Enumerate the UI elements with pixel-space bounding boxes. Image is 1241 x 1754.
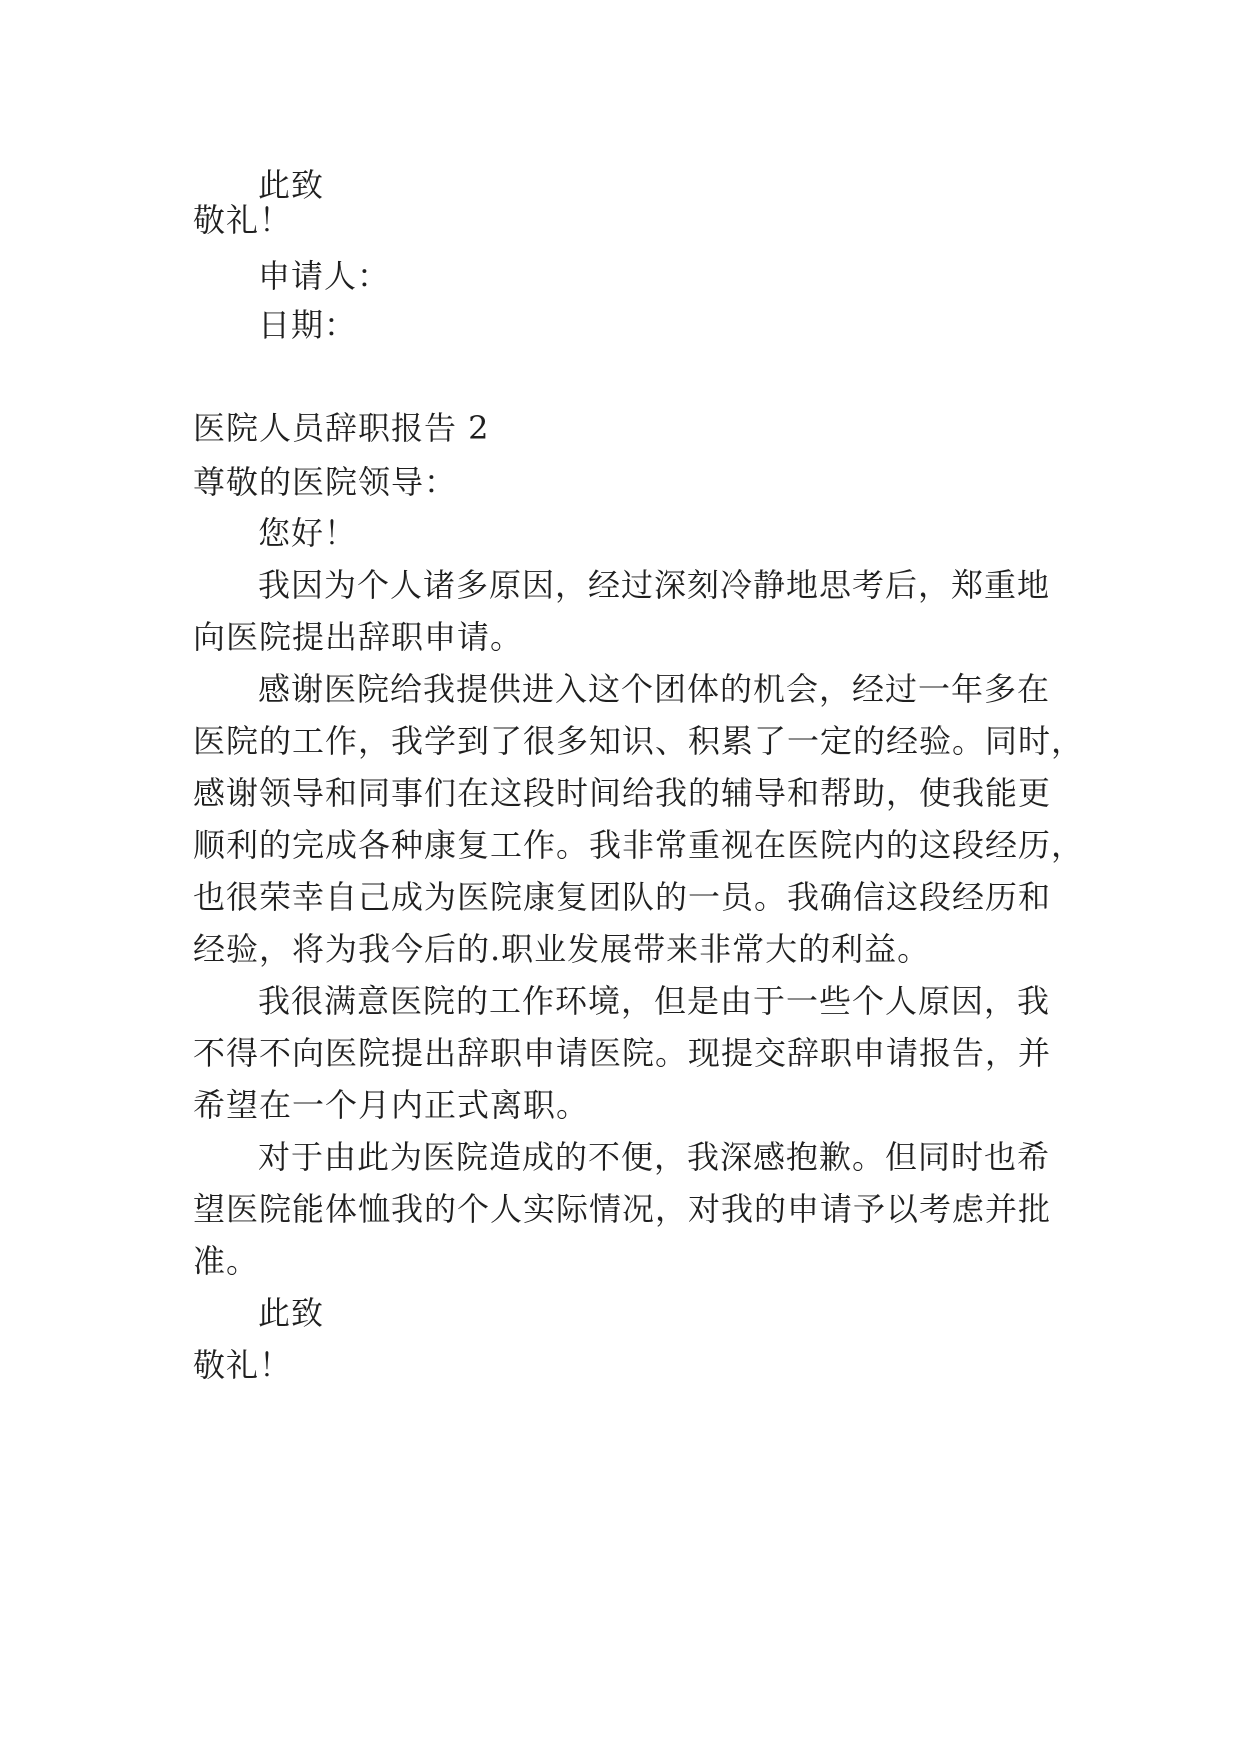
date-label: 日期：: [258, 306, 358, 344]
document-title: 医院人员辞职报告 2: [193, 409, 490, 447]
body-line: 也很荣幸自己成为医院康复团队的一员。我确信这段经历和: [193, 878, 1052, 916]
body-line: 望医院能体恤我的个人实际情况，对我的申请予以考虑并批: [193, 1190, 1052, 1228]
closing-salutation-2: 此致: [258, 1294, 325, 1332]
body-line: 顺利的完成各种康复工作。我非常重视在医院内的这段经历，: [193, 826, 1085, 864]
body-line: 我很满意医院的工作环境，但是由于一些个人原因，我: [258, 982, 1051, 1020]
body-line: 对于由此为医院造成的不便，我深感抱歉。但同时也希: [258, 1138, 1051, 1176]
closing-salutation: 此致: [258, 166, 325, 204]
body-line: 经验，将为我今后的.职业发展带来非常大的利益。: [193, 930, 931, 968]
body-line: 不得不向医院提出辞职申请医院。现提交辞职申请报告，并: [193, 1034, 1052, 1072]
body-line: 希望在一个月内正式离职。: [193, 1086, 590, 1124]
body-line: 准。: [193, 1242, 260, 1280]
greeting: 您好！: [258, 514, 358, 552]
body-line: 向医院提出辞职申请。: [193, 618, 524, 656]
body-line: 感谢领导和同事们在这段时间给我的辅导和帮助，使我能更: [193, 774, 1052, 812]
body-line: 感谢医院给我提供进入这个团体的机会，经过一年多在: [258, 670, 1051, 708]
body-line: 我因为个人诸多原因，经过深刻冷静地思考后，郑重地: [258, 566, 1051, 604]
applicant-label: 申请人：: [258, 257, 391, 295]
body-line: 医院的工作，我学到了很多知识、积累了一定的经验。同时，: [193, 722, 1085, 760]
closing-respect: 敬礼！: [193, 201, 293, 239]
closing-respect-2: 敬礼！: [193, 1346, 293, 1384]
addressee: 尊敬的医院领导：: [193, 463, 458, 501]
